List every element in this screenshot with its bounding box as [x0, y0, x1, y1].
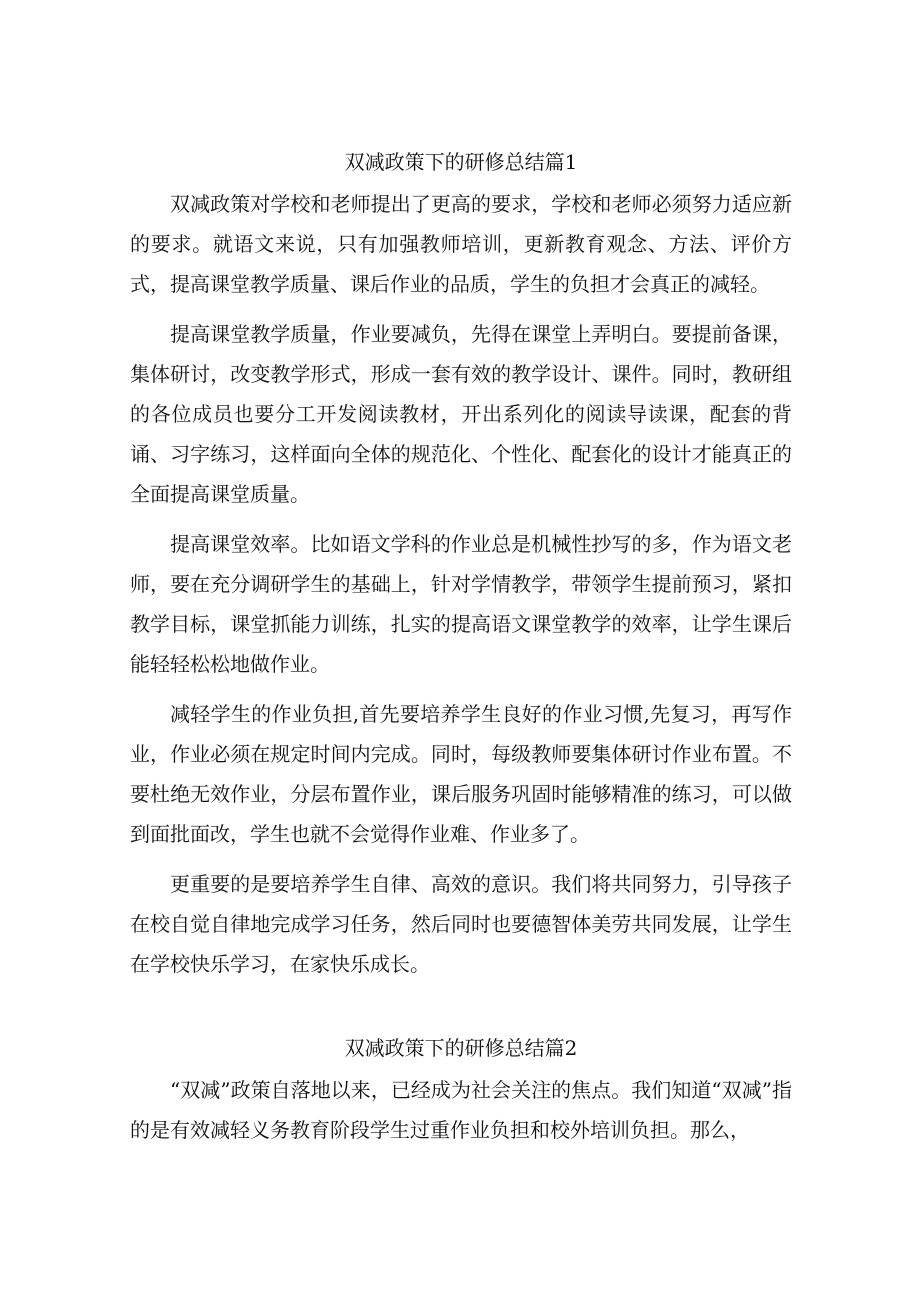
paragraph: 提高课堂效率。比如语文学科的作业总是机械性抄写的多，作为语文老师，要在充分调研学生的基础上，针对学情教学，带领学生提前预习，紧扣教学目标，课堂抓能力训练，扎实的提高语文课堂教学的效率，让学生课后能轻轻松松地做作业。	[130, 532, 792, 676]
paragraph: “双减”政策自落地以来，已经成为社会关注的焦点。我们知道“双减”指的是有效减轻义务教育阶段学生过重作业负担和校外培训负担。那么，	[130, 1078, 792, 1142]
paragraph: 更重要的是要培养学生自律、高效的意识。我们将共同努力，引导孩子在校自觉自律地完成学习任务，然后同时也要德智体美劳共同发展，让学生在学校快乐学习，在家快乐成长。	[130, 872, 792, 976]
paragraph: 减轻学生的作业负担,首先要培养学生良好的作业习惯,先复习，再写作业，作业必须在规定时间内完成。同时，每级教师要集体研讨作业布置。不要杜绝无效作业，分层布置作业，课后服务巩固时能够精准的练习，可以做到面批面改，学生也就不会觉得作业难、作业多了。	[130, 702, 792, 846]
section-title: 双减政策下的研修总结篇2	[344, 1036, 578, 1060]
section-title: 双减政策下的研修总结篇1	[344, 150, 578, 174]
section-2	[130, 1030, 792, 1150]
paragraph: 提高课堂教学质量，作业要减负，先得在课堂上弄明白。要提前备课，集体研讨，改变教学形式，形成一套有效的教学设计、课件。同时，教研组的各位成员也要分工开发阅读教材，开出系列化的阅读导读课，配套的背诵、习字练习，这样面向全体的规范化、个性化、配套化的设计才能真正的全面提高课堂质量。	[130, 322, 792, 506]
paragraph: 双减政策对学校和老师提出了更高的要求，学校和老师必须努力适应新的要求。就语文来说，只有加强教师培训，更新教育观念、方法、评价方式，提高课堂教学质量、课后作业的品质，学生的负担才会真正的减轻。	[130, 192, 792, 296]
section-1	[130, 144, 792, 984]
